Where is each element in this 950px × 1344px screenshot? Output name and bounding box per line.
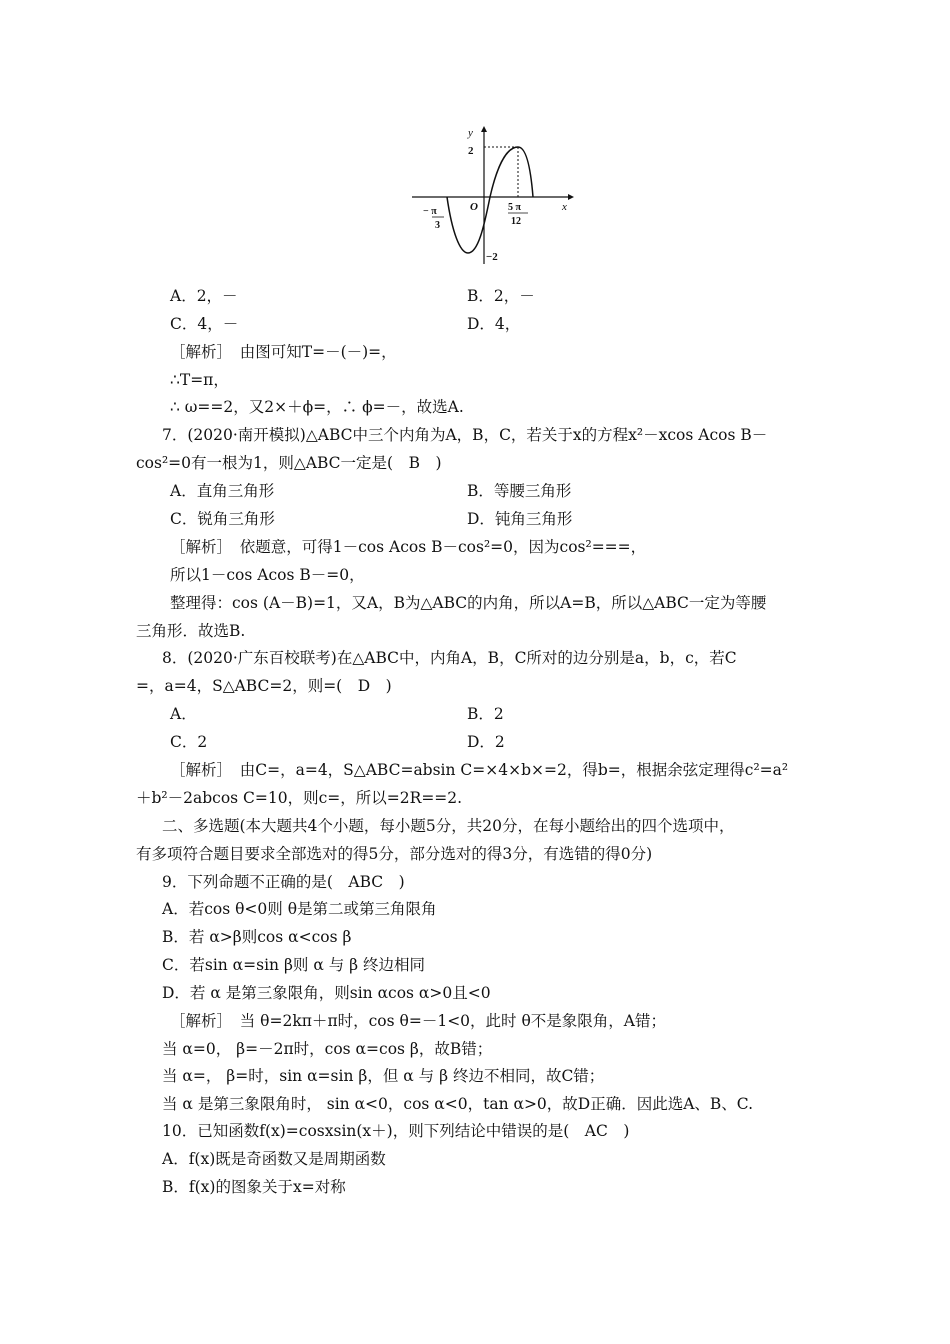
q6-solution-line-1: ［解析］ 由图可知T=－(－)=，	[170, 343, 397, 361]
y-min-label: −2	[486, 251, 498, 263]
origin-label: O	[470, 201, 478, 213]
q7-option-d: D．钝角三角形	[467, 510, 573, 528]
q9-solution-line-3: 当 α=， β=时，sin α=sin β，但 α 与 β 终边不相同，故C错；	[162, 1067, 605, 1085]
x-axis-label: x	[562, 201, 567, 213]
q8-option-c: C．2	[170, 733, 208, 751]
q10-option-b: B．f(x)的图象关于x=对称	[162, 1178, 346, 1196]
x-left-label-denominator: 3	[435, 220, 440, 231]
q7-stem-line-1: 7．(2020·南开模拟)△ABC中三个内角为A，B，C，若关于x的方程x²－xcos Acos B－	[162, 426, 768, 444]
section2-heading-line-1: 二、多选题(本大题共4个小题，每小题5分，共20分，在每小题给出的四个选项中，	[162, 817, 735, 835]
q6-option-a: A．2，－	[170, 287, 238, 305]
q9-stem: 9．下列命题不正确的是( ABC )	[162, 873, 405, 891]
q9-option-b: B．若 α>β则cos α<cos β	[162, 928, 352, 946]
q7-stem-line-2: cos²=0有一根为1，则△ABC一定是( B )	[136, 454, 442, 472]
q10-option-a: A．f(x)既是奇函数又是周期函数	[162, 1150, 386, 1168]
sine-curve	[447, 147, 533, 253]
q9-option-c: C．若sin α=sin β则 α 与 β 终边相同	[162, 956, 426, 974]
sine-graph-figure	[410, 122, 580, 272]
q6-option-d: D．4，	[467, 315, 521, 333]
x-right-label-denominator: 12	[511, 216, 521, 227]
x-axis-arrow-icon	[568, 194, 574, 200]
q8-option-b: B．2	[467, 705, 504, 723]
q8-stem-line-1: 8．(2020·广东百校联考)在△ABC中，内角A，B，C所对的边分别是a，b，c，若C	[162, 649, 737, 667]
q7-option-a: A．直角三角形	[170, 482, 275, 500]
q8-option-a: A．	[170, 705, 197, 723]
q7-solution-line-1: ［解析］ 依题意，可得1－cos Acos B－cos²=0，因为cos²===，	[170, 538, 647, 556]
q10-stem: 10．已知函数f(x)=cosxsin(x＋)，则下列结论中错误的是( AC )	[162, 1122, 630, 1140]
y-axis-label: y	[468, 127, 473, 139]
q7-option-b: B．等腰三角形	[467, 482, 572, 500]
q8-option-d: D．2	[467, 733, 505, 751]
section2-heading-line-2: 有多项符合题目要求全部选对的得5分，部分选对的得3分，有选错的得0分)	[136, 845, 653, 863]
y-axis-arrow-icon	[481, 126, 487, 132]
q9-solution-line-2: 当 α=0， β=－2π时，cos α=cos β，故B错；	[162, 1040, 493, 1058]
q6-option-c: C．4，－	[170, 315, 239, 333]
q7-option-c: C．锐角三角形	[170, 510, 275, 528]
q6-solution-line-3: ∴ ω==2，又2×＋ϕ=，∴ ϕ=－，故选A.	[170, 398, 464, 416]
q6-solution-line-2: ∴T=π，	[170, 371, 229, 389]
q6-option-b: B．2，－	[467, 287, 535, 305]
q8-stem-line-2: =，a=4，S△ABC=2，则=( D )	[136, 677, 392, 695]
q9-solution-line-4: 当 α 是第三象限角时， sin α<0，cos α<0，tan α>0，故D正确．因此选A、B、C.	[162, 1095, 754, 1113]
q7-solution-line-3: 整理得：cos (A－B)=1，又A，B为△ABC的内角，所以A=B，所以△ABC一定为等腰	[170, 594, 767, 612]
x-right-label-numerator: 5 π	[508, 202, 521, 213]
q9-option-a: A．若cos θ<0则 θ是第二或第三角限角	[162, 900, 437, 918]
q9-solution-line-1: ［解析］ 当 θ=2kπ＋π时，cos θ=－1<0，此时 θ不是象限角，A错；	[170, 1012, 667, 1030]
q9-option-d: D．若 α 是第三象限角，则sin αcos α>0且<0	[162, 984, 491, 1002]
q7-solution-line-4: 三角形．故选B.	[136, 622, 246, 640]
x-left-label-numerator: − π	[423, 206, 437, 217]
q8-solution-line-1: ［解析］ 由C=，a=4，S△ABC=absin C=×4×b×=2，得b=，根据余弦定理得c²=a²	[170, 761, 789, 779]
y-max-label: 2	[468, 145, 474, 157]
q8-solution-line-2: ＋b²－2abcos C=10，则c=，所以=2R==2.	[136, 789, 463, 807]
q7-solution-line-2: 所以1－cos Acos B－=0，	[170, 566, 365, 584]
